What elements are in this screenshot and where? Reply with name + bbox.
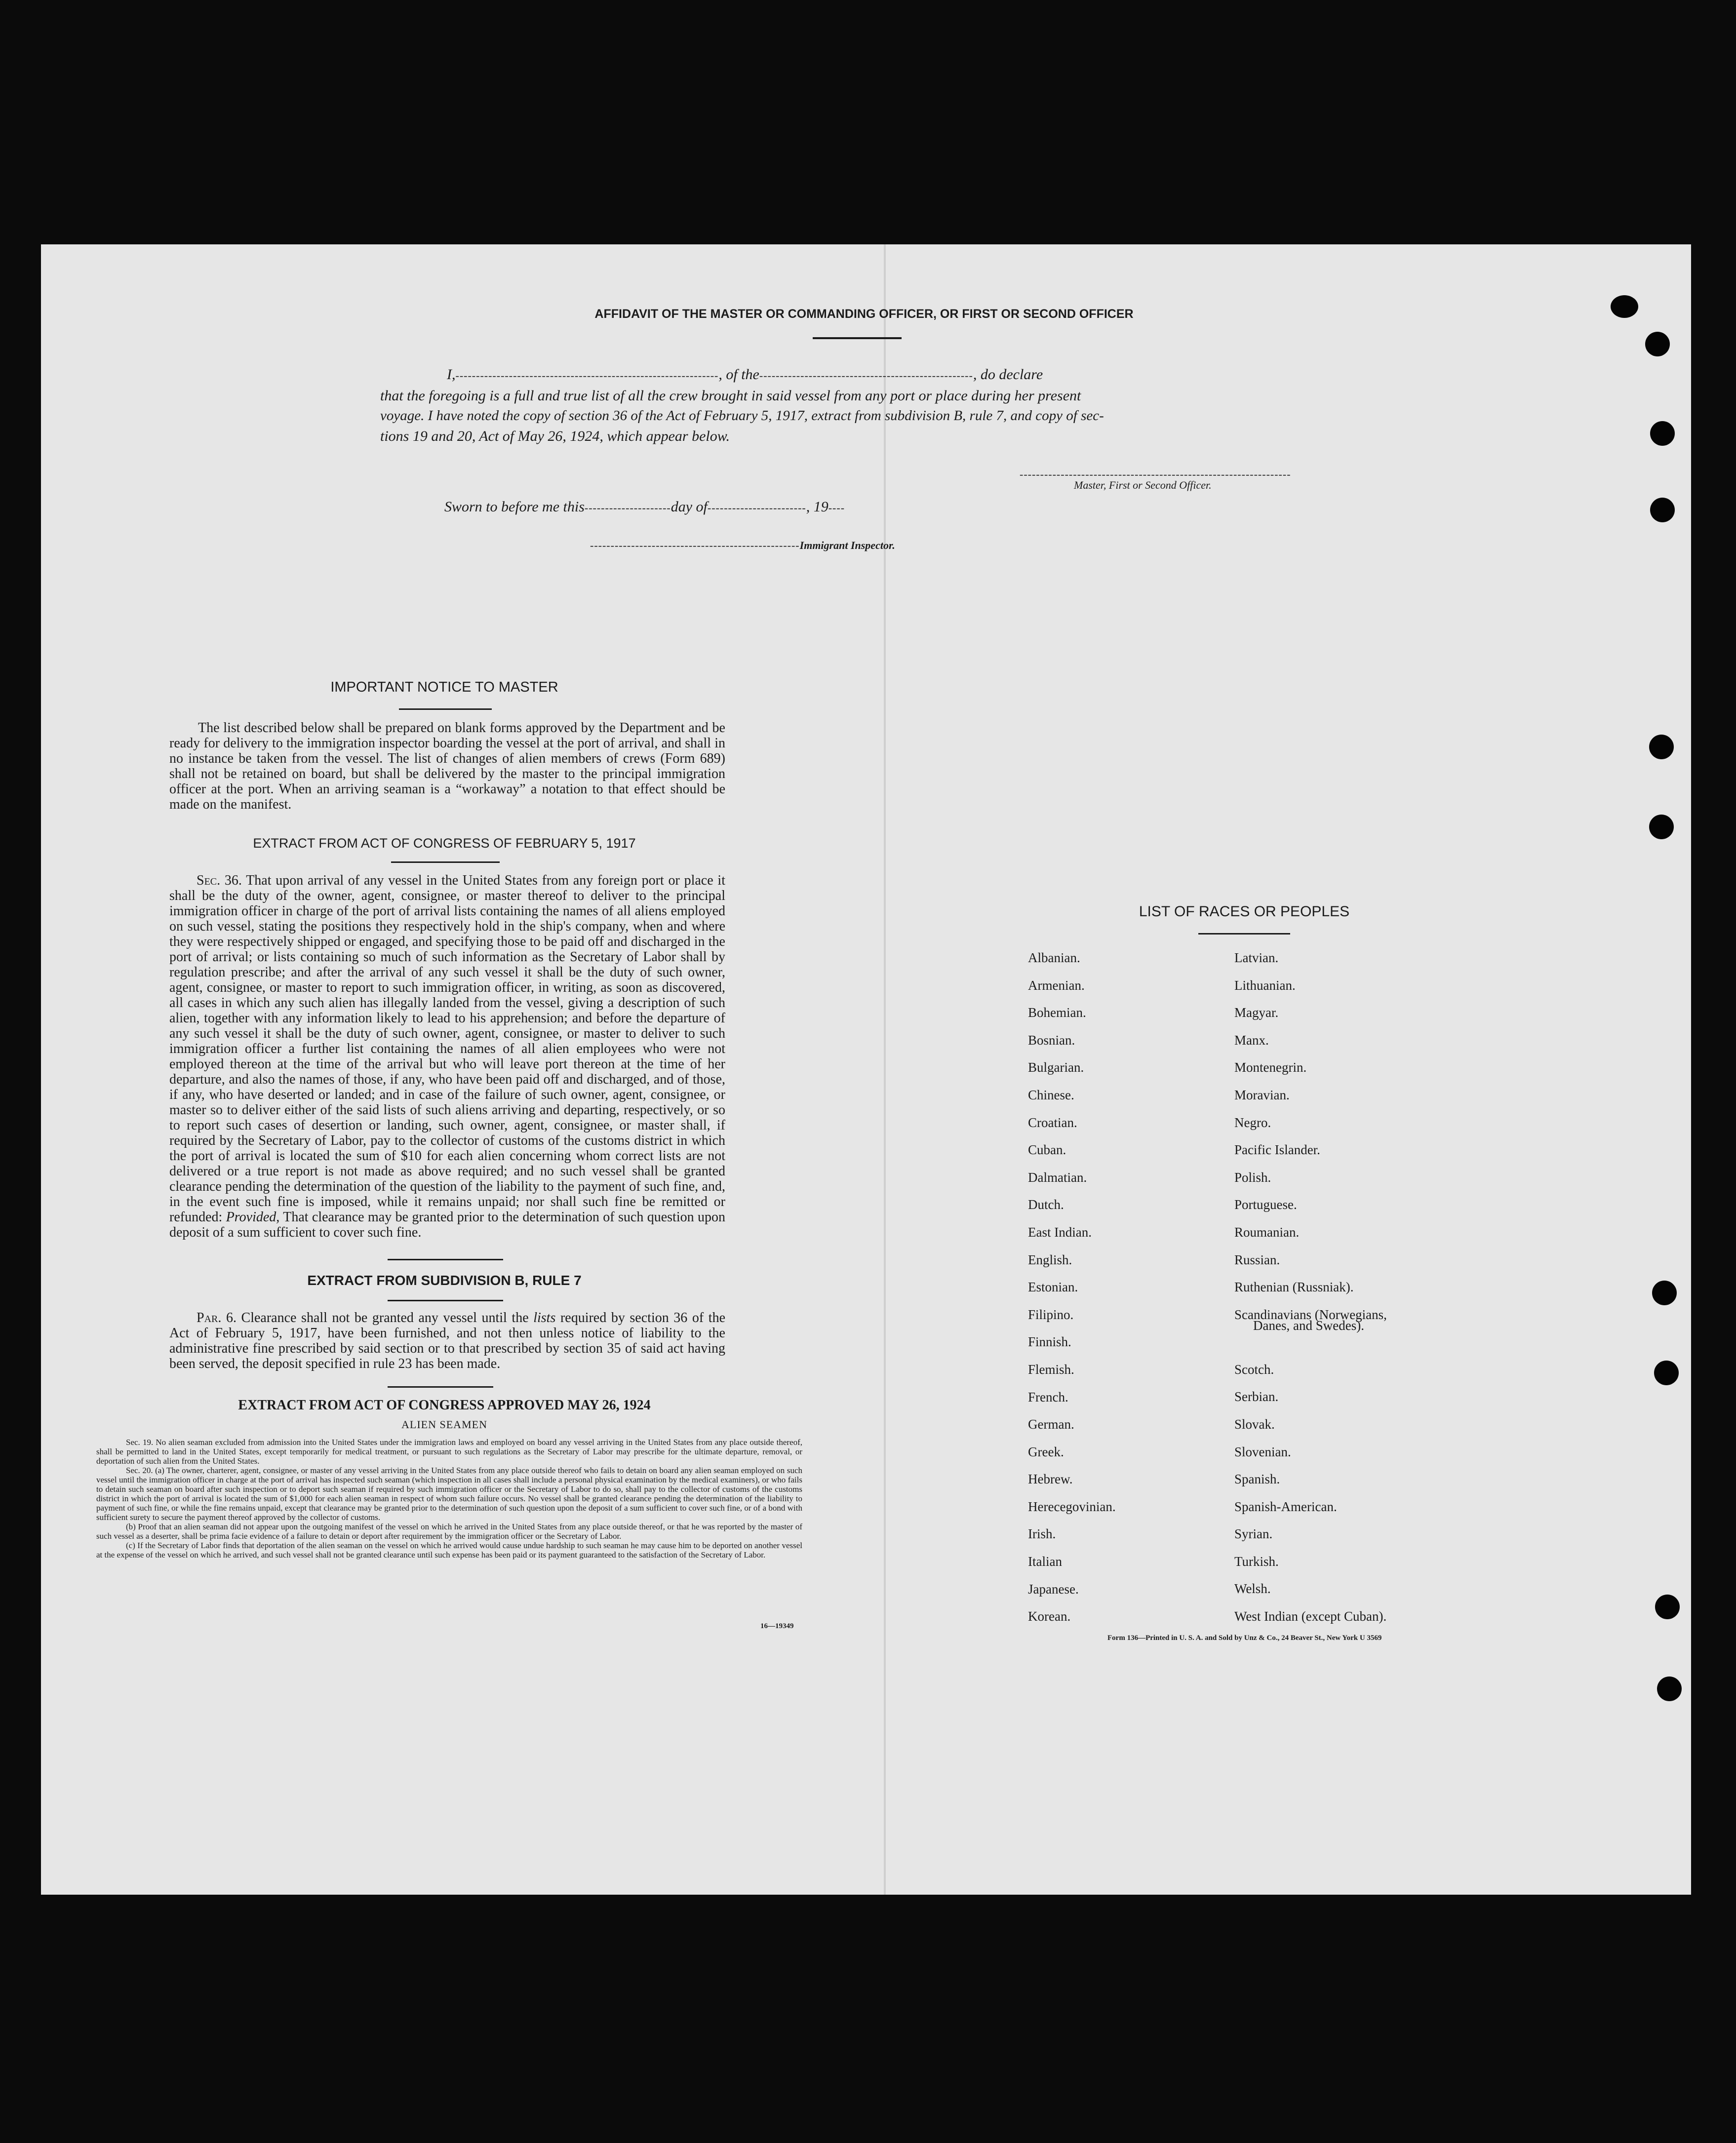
races-title: LIST OF RACES OR PEOPLES: [1139, 903, 1350, 920]
punch-hole: [1645, 332, 1670, 356]
race-item: Chinese.: [1028, 1087, 1074, 1102]
race-item: Syrian.: [1234, 1526, 1273, 1542]
race-item: Irish.: [1028, 1526, 1056, 1542]
race-item: Filipino.: [1028, 1307, 1074, 1322]
race-item: Serbian.: [1234, 1389, 1279, 1404]
master-name-blank: ----------------------------------------------------------------: [455, 369, 719, 382]
race-item: Slovenian.: [1234, 1444, 1291, 1459]
race-item: Scandinavians (Norwegians,: [1234, 1307, 1387, 1322]
race-item: Polish.: [1234, 1169, 1271, 1185]
paragraph-6-label: Par. 6.: [197, 1310, 237, 1325]
race-item: Turkish.: [1234, 1554, 1279, 1569]
race-item: East Indian.: [1028, 1224, 1092, 1240]
page-fold: [884, 244, 886, 1895]
race-item: Danes, and Swedes).: [1253, 1318, 1364, 1333]
race-item: Welsh.: [1234, 1581, 1271, 1597]
race-item: Croatian.: [1028, 1115, 1077, 1130]
race-item: Bosnian.: [1028, 1032, 1075, 1048]
affidavit-line-4: tions 19 and 20, Act of May 26, 1924, which appear below.: [380, 428, 730, 444]
race-item: Estonian.: [1028, 1280, 1078, 1295]
section-20c-text: (c) If the Secretary of Labor finds that deportation of the alien seaman on the vessel on which he arrived would cause undue hardship to such seaman he may cause him to be deported on another vessel at the expense of the vessel on which he arrived, and such vessel shall not be granted clearance until such expense has been paid or its payment guaranteed to the satisfaction of the Secretary of Labor.: [96, 1541, 802, 1559]
race-item: Russian.: [1234, 1252, 1280, 1267]
act-1924-subtitle: ALIEN SEAMEN: [401, 1418, 487, 1431]
rule-7-text: [169, 1310, 725, 1371]
race-item: Portuguese.: [1234, 1197, 1297, 1212]
sworn-line: [444, 499, 845, 515]
punch-hole: [1650, 421, 1675, 446]
punch-hole: [1655, 1595, 1680, 1619]
sworn-day-text: day of: [671, 499, 708, 515]
notice-text: The list described below shall be prepared on blank forms approved by the Department and be ready for delivery to the immigration inspector boarding the vessel at the port of arrival, and shall in no instance be taken from the vessel. The list of changes of alien members of crews (Form 689) shall not be retained on board, but shall be delivered by the master to the principal immigration officer at the port. When an arriving seaman is a “workaway” a notation to that effect should be made on the manifest.: [169, 720, 725, 812]
section-20b-text: (b) Proof that an alien seaman did not appear upon the outgoing manifest of the vessel on which he arrived in the United States from any place outside thereof, or that he was reported by the master of such vessel as a deserter, shall be prima facie evidence of a failure to detain or deport after requirement by the immigration officer or the Secretary of Labor.: [96, 1522, 802, 1541]
rule-7-text-b: required by section 36 of the Act of February 5, 1917, have been furnished, and not then unless notice of liability to the administrative fine prescribed by said section or to that prescribed by section 35 of said act having been served, the deposit specified in rule 23 has been made.: [169, 1310, 726, 1371]
race-item: Bulgarian.: [1028, 1060, 1084, 1075]
extract-1917-title: EXTRACT FROM ACT OF CONGRESS OF FEBRUARY 5, 1917: [253, 836, 636, 851]
races-rule: [1198, 933, 1290, 935]
affidavit-statement: [380, 364, 1318, 446]
inspector-signature: [590, 539, 895, 552]
race-item: English.: [1028, 1252, 1072, 1267]
punch-hole: [1657, 1676, 1682, 1701]
sworn-year-blank: ----: [828, 502, 845, 514]
affidavit-declare: , do declare: [973, 366, 1043, 383]
race-item: Pacific Islander.: [1234, 1142, 1320, 1158]
provided-word: Provided,: [226, 1209, 280, 1225]
race-item: Negro.: [1234, 1115, 1271, 1130]
race-item: Dalmatian.: [1028, 1169, 1087, 1185]
race-item: Montenegrin.: [1234, 1060, 1307, 1075]
race-item: Korean.: [1028, 1609, 1071, 1624]
rule-7-end-rule: [388, 1386, 493, 1388]
act-1924-text: [96, 1438, 802, 1559]
act-1924-title: EXTRACT FROM ACT OF CONGRESS APPROVED MAY 26, 1924: [238, 1398, 651, 1413]
race-item: Moravian.: [1234, 1087, 1290, 1102]
section-36-label: Sec. 36.: [197, 873, 242, 888]
race-item: Finnish.: [1028, 1334, 1071, 1350]
punch-hole: [1654, 1361, 1679, 1385]
officer-signature-label: Master, First or Second Officer.: [1074, 479, 1212, 491]
extract-1917-end-rule: [388, 1259, 503, 1260]
race-item: Greek.: [1028, 1444, 1064, 1459]
section-19-text: Sec. 19. No alien seaman excluded from admission into the United States under the immigration laws and employed on board any vessel arriving in the United States from any place outside thereof, shall be permitted to land in the United States, except temporarily for medical treatment, or pursuant to such regulations as the Secretary of Labor may prescribe for the ultimate departure, removal, or deportation of such alien from the United States.: [96, 1438, 802, 1466]
punch-hole: [1649, 815, 1674, 839]
race-item: Herecegovinian.: [1028, 1499, 1116, 1514]
notice-title: IMPORTANT NOTICE TO MASTER: [330, 679, 558, 695]
extract-1917-text: [169, 873, 725, 1240]
print-code: 16—19349: [760, 1622, 794, 1630]
extract-1917-rule: [391, 861, 500, 863]
affidavit-i: I,: [447, 366, 456, 383]
section-36-text-a: That upon arrival of any vessel in the United States from any foreign port or place it shall be the duty of the owner, agent, consignee, or master thereof to deliver to the principal immigration officer in charge of the port of arrival lists containing the names of all aliens employed on such vessel, stating the positions they respectively hold in the ship's company, when and where they were respectively shipped or engaged, and specifying those to be paid off and discharged in the port of arrival; or lists containing so much of such information as the Secretary of Labor shall by regulation prescribe; and after the arrival of any such vessel it shall be the duty of such owner, agent, consignee, or master to report to such immigration officer, in writing, as soon as discovered, all cases in which any such alien has illegally landed from the vessel, giving a description of such alien, together with any information likely to lead to his apprehension; and before the departure of any such vessel it shall be the duty of such owner, agent, consignee, or master to deliver to such immigration officer a further list containing the names of all alien employees who were not employed thereon at the time of the arrival but who will leave port thereon at the time of her departure, and also the names of those, if any, who have been paid off and discharged, and of those, if any, who have deserted or landed; and in case of the failure of such owner, agent, consignee, or master so to deliver either of the said lists of such aliens arriving and departing, respectively, or so to report such cases of desertion or landing, such owner, agent, consignee, or master shall, if required by the Secretary of Labor, pay to the collector of customs of the customs district in which the port of arrival is located the sum of $10 for each alien concerning whom correct lists are not delivered or a true report is not made as above required; and no such vessel shall be granted clearance pending the determination of the question of the liability to the payment of such fine, and, in the event such fine is imposed, while it remains unpaid; nor shall such fine be remitted or refunded:: [169, 873, 725, 1225]
race-item: Latvian.: [1234, 950, 1279, 965]
race-item: Magyar.: [1234, 1005, 1279, 1020]
race-item: Dutch.: [1028, 1197, 1064, 1212]
race-item: Hebrew.: [1028, 1472, 1073, 1487]
race-item: West Indian (except Cuban).: [1234, 1609, 1387, 1624]
lists-word: lists: [533, 1310, 556, 1325]
punch-hole: [1650, 498, 1675, 522]
race-item: Roumanian.: [1234, 1224, 1300, 1240]
inspector-label: Immigrant Inspector.: [799, 539, 895, 551]
races-right-column: [1234, 944, 1387, 1631]
punch-hole: [1652, 1281, 1677, 1305]
race-item: French.: [1028, 1389, 1068, 1404]
race-item: Japanese.: [1028, 1581, 1079, 1597]
form-footer: Form 136—Printed in U. S. A. and Sold by Unz & Co., 24 Beaver St., New York U 3569: [1107, 1634, 1382, 1642]
affidavit-of-the: , of the: [718, 366, 759, 383]
races-left-column: [1028, 944, 1116, 1631]
notice-rule: [399, 708, 492, 710]
race-item: German.: [1028, 1417, 1074, 1432]
race-item: Albanian.: [1028, 950, 1080, 965]
race-item: Spanish.: [1234, 1472, 1280, 1487]
inspector-signature-line: ---------------------------------------------------: [590, 539, 800, 551]
race-item: Lithuanian.: [1234, 977, 1296, 993]
sworn-date-blank: ---------------------: [584, 502, 671, 514]
punch-hole: [1611, 295, 1638, 318]
race-item: Armenian.: [1028, 977, 1085, 993]
affidavit-line-2: that the foregoing is a full and true list of all the crew brought in said vessel from any port or place during her present: [380, 388, 1081, 404]
title-rule: [813, 337, 902, 339]
affidavit-line-3: voyage. I have noted the copy of section 36 of the Act of February 5, 1917, extract from subdivision B, rule 7, and copy of sec-: [380, 408, 1104, 424]
race-item: Ruthenian (Russniak).: [1234, 1280, 1354, 1295]
race-item: Spanish-American.: [1234, 1499, 1337, 1514]
sworn-text: Sworn to before me this: [444, 499, 585, 515]
vessel-name-blank: ----------------------------------------------------: [759, 369, 973, 382]
race-item: Italian: [1028, 1554, 1062, 1569]
race-item: Manx.: [1234, 1032, 1269, 1048]
race-item: Bohemian.: [1028, 1005, 1086, 1020]
rule-7-title: EXTRACT FROM SUBDIVISION B, RULE 7: [307, 1273, 582, 1288]
officer-signature-line: ------------------------------------------------------------------: [1020, 468, 1291, 480]
sworn-year-text: , 19: [806, 499, 829, 515]
sworn-month-blank: ------------------------: [707, 502, 806, 514]
race-item: Flemish.: [1028, 1362, 1074, 1377]
rule-7-text-a: Clearance shall not be granted any vessel until the: [241, 1310, 529, 1325]
rule-7-rule: [388, 1300, 503, 1301]
race-item: Cuban.: [1028, 1142, 1066, 1158]
race-item: Scotch.: [1234, 1362, 1274, 1377]
punch-hole: [1649, 735, 1674, 759]
race-item: Slovak.: [1234, 1416, 1275, 1432]
section-36-text-b: That clearance may be granted prior to the determination of such question upon deposit of a sum sufficient to cover such fine.: [169, 1209, 726, 1240]
section-20a-text: Sec. 20. (a) The owner, charterer, agent, consignee, or master of any vessel arriving in the United States from any place outside thereof who fails to detain on board any alien seaman employed on such vessel until the immigration officer in charge at the port of arrival has inspected such seaman (which inspection in all cases shall include a personal physical examination by the medical examiners), or who fails to detain such seaman on board after such inspection or to deport such seaman if required by such immigration officer or the Secretary of Labor to do so, shall pay to the collector of customs of the customs district in which the port of arrival is located the sum of $1,000 for each alien seaman in respect of whom such failure occurs. No vessel shall be granted clearance pending the determination of the liability to payment of such fine, or while the fine remains unpaid, except that clearance may be granted prior to the determination of such question upon the deposit of a sum sufficient to cover such fine, or of a bond with sufficient surety to secure the payment thereof approved by the collector of customs.: [96, 1466, 802, 1522]
affidavit-title: AFFIDAVIT OF THE MASTER OR COMMANDING OFFICER, OR FIRST OR SECOND OFFICER: [594, 307, 1134, 321]
